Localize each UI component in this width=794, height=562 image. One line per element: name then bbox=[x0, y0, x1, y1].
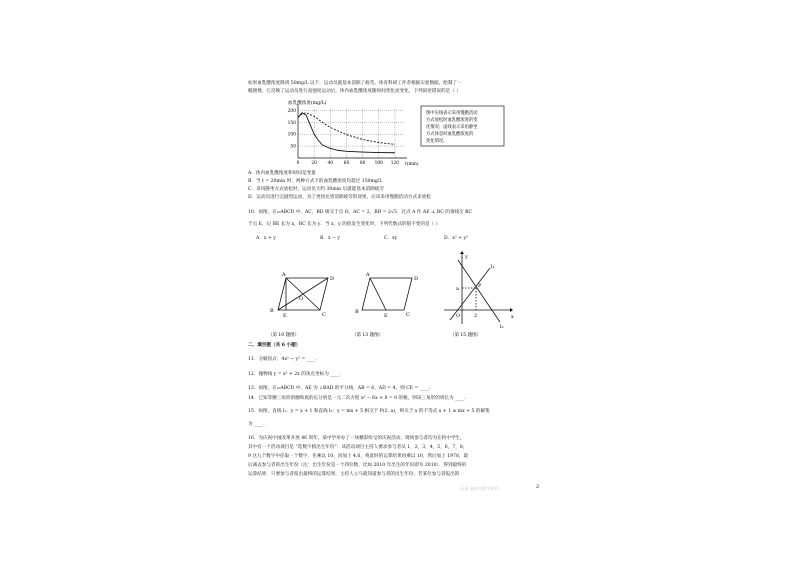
q10-option-c: C．xy bbox=[384, 236, 398, 241]
x-tick-label: 80 bbox=[359, 161, 366, 166]
x-tick-label: 20 bbox=[311, 161, 317, 166]
fig13-label-d: D bbox=[414, 276, 419, 282]
chart-series bbox=[298, 113, 395, 153]
fig15-label-2: 2 bbox=[474, 313, 478, 319]
y-tick-label: 50 bbox=[290, 144, 296, 150]
q9-option-c: C．采用静坐方式放松时，运动员大约 30min 后就能基本消除疲劳 bbox=[248, 187, 384, 192]
x-tick-label: 60 bbox=[343, 161, 350, 166]
fig15-label-a: a bbox=[456, 286, 459, 292]
legend-line-5: 变化情况。 bbox=[426, 139, 448, 144]
q10-option-d: D．x² + y² bbox=[444, 236, 468, 241]
fig15-label-y: y bbox=[465, 254, 468, 260]
q10-option-b: B．x − y bbox=[320, 236, 340, 241]
q9-option-a: A．体内血乳酸浓度和时间是变量 bbox=[248, 171, 316, 176]
caption-fig-10: （第 10 题图） bbox=[268, 333, 300, 338]
fig15-label-p: P bbox=[478, 283, 482, 289]
fig10-label-b: B bbox=[270, 308, 274, 314]
q11: 11．分解因式：4x² − y² = ____. bbox=[248, 357, 318, 362]
q9-option-d: D．运动员进行完剧烈运动，为了更快达到消除疲劳的效果，应该采用慢跑活动方式来放松 bbox=[248, 195, 431, 200]
q15-line-1: 15．如图，直线 l₁：y = x + 1 和直线 l₂：y = mx + 5 相交于 P(2, a)，则关于 x 的不等式 x + 1 ≥ mx + 5 的解集 bbox=[248, 409, 490, 414]
figures-row bbox=[248, 250, 548, 342]
y-arrow-icon bbox=[460, 251, 464, 254]
legend-line-3: 化情况；虚线表示采用静坐 bbox=[426, 125, 478, 130]
page-number: 2 bbox=[536, 484, 540, 490]
fig15-label-l1: l₁ bbox=[491, 264, 495, 270]
fig10-label-a: A bbox=[282, 272, 286, 278]
y-tick-label: 200 bbox=[287, 108, 296, 114]
q10-line-2: 于点 E，记 BE 长为 x，BC 长为 y．当 x，y 的值发生变化时，下列代数式的值不变的是（ ） bbox=[248, 222, 441, 227]
q12: 12．抛物线 y = x² + 2x 的顶点坐标为 ____. bbox=[248, 372, 341, 377]
x-arrow-icon bbox=[510, 308, 513, 312]
q16-line-5: 运算结果．只要参与者报出最终的运算结果，主持人立马就知道参与者的出生年份，若某位参与者报出的 bbox=[248, 472, 460, 477]
x-axis-unit: t(min) bbox=[405, 162, 419, 167]
q16-line-3: 9 这九个数字中任取一个数字，先乘以 10，再加上 4.6，将此时的运算结果再乘以 10，然后加上 1978，最 bbox=[248, 454, 469, 459]
q10-line-1: 10．如图，在▱ABCD 中，AC、BD 相交于点 O，AC = 2，BD = 2√3．过点 A 作 AE ⊥ BC 的垂线交 BC bbox=[248, 210, 473, 215]
exam-page bbox=[248, 78, 548, 508]
caption-fig-13: （第 13 题图） bbox=[352, 333, 384, 338]
x-tick-label: 40 bbox=[327, 161, 334, 166]
q14: 14．已知等腰三角形的腰和底的长分别是一元二次方程 x² − 6x + 8 = 0 的根，则该三角形的周长为 ____. bbox=[248, 396, 466, 401]
x-tick-label: 120 bbox=[390, 161, 400, 166]
fig10-label-d: D bbox=[330, 276, 335, 282]
legend-line-4: 方式休息时血乳酸浓度的 bbox=[426, 132, 474, 137]
y-axis-title: 血乳酸浓度(mg/L) bbox=[288, 101, 327, 106]
fig13-label-e: E bbox=[384, 313, 388, 319]
q16-line-4: 后减去参与者的出生年份（注：出生年份是一个四位数，比如 2010 年出生的年份即为 2010）．得到最终的 bbox=[248, 463, 467, 468]
x-tick-label: 100 bbox=[374, 161, 383, 166]
chart-ticks bbox=[288, 109, 400, 166]
y-tick-label: 100 bbox=[287, 132, 296, 138]
series-line-solid bbox=[298, 113, 395, 153]
fig13-label-c: C bbox=[406, 312, 410, 318]
caption-fig-15: （第 15 题图） bbox=[450, 333, 482, 338]
fig10-label-o: O bbox=[299, 296, 304, 302]
q16-line-2: 其中有一个活动项目是 “选数字猜出生年份”．该活动项目主持人要求参与者从 1，2，3，4，5，6，7，8， bbox=[248, 445, 468, 450]
q15-line-2: 为 ____. bbox=[248, 422, 265, 427]
intro-line-2: 幅图像，它反映了运动员进行高强度运动后，体内血乳酸浓度随时间变化而变化，下列叙述错误的是（ ） bbox=[248, 89, 461, 94]
q16-line-1: 16．为庆祝中国改革开放 46 周年，某中学举办了一场精彩纷呈的庆祝活动，现场参与者均为在校中学生， bbox=[248, 436, 465, 441]
legend-line-1: 图中实线表示采用慢跑活动 bbox=[426, 111, 478, 116]
q10-option-a: A．x + y bbox=[256, 236, 276, 241]
watermark: 头条 @初中数学资料 bbox=[460, 486, 500, 491]
intro-line-1: 如果血乳酸浓度降到 50mg/L 以下，运动员就基本消除了疲劳。体育科研工作者根据实验数据，绘制了一 bbox=[248, 81, 462, 86]
fig15-label-l2: l₂ bbox=[500, 324, 504, 330]
fig13-label-b: B bbox=[355, 309, 359, 315]
legend-line-2: 方式放松时血乳酸浓度的变 bbox=[426, 118, 478, 123]
fig15-label-x: x bbox=[511, 314, 514, 320]
section-2-heading: 二、填空题（共 6 小题） bbox=[248, 343, 301, 348]
figure-10 bbox=[278, 278, 328, 310]
fig13-label-a: A bbox=[366, 272, 370, 278]
fig15-label-o: O bbox=[456, 313, 461, 319]
lactate-chart bbox=[248, 96, 548, 168]
y-tick-label: 150 bbox=[287, 120, 296, 126]
fig10-label-e: E bbox=[283, 313, 287, 319]
q13: 13．如图，在▱ABCD 中，AE 为 ∠BAD 的平分线，AB = 6，AD = 4，则 CE = ____. bbox=[248, 386, 431, 391]
fig10-label-c: C bbox=[322, 312, 326, 318]
figure-13 bbox=[362, 278, 412, 310]
q9-option-b: B．当 t = 20min 时，两种方式下的血乳酸浓度均超过 150mg/L bbox=[248, 179, 383, 184]
x-tick-label: 0 bbox=[296, 161, 300, 166]
